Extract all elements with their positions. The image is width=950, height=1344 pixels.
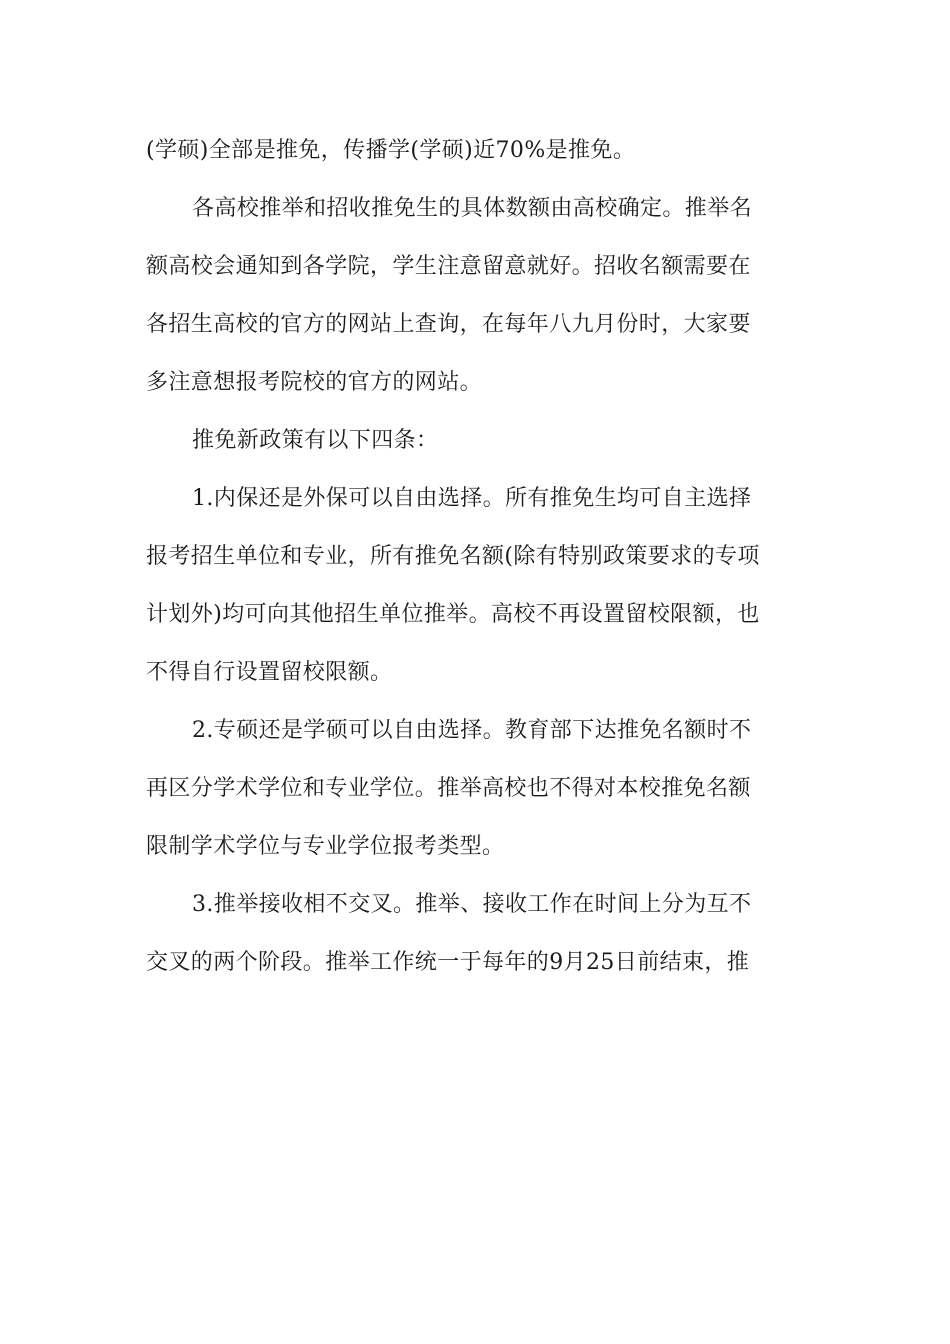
text-line: 报考招生单位和专业，所有推免名额(除有特别政策要求的专项 [146, 544, 760, 569]
text-line: 不得自行设置留校限额。 [146, 660, 393, 685]
text-line: (学硕)全部是推免，传播学(学硕)近70%是推免。 [146, 138, 636, 163]
list-item-3-first-line: 3.推举接收相不交叉。推举、接收工作在时间上分为互不 [192, 892, 752, 917]
text-line: 多注意想报考院校的官方的网站。 [146, 370, 483, 395]
text-line: 再区分学术学位和专业学位。推举高校也不得对本校推免名额 [146, 776, 751, 801]
document-body [146, 128, 810, 998]
text-line: 额高校会通知到各学院，学生注意留意就好。招收名额需要在 [146, 254, 751, 279]
paragraph-first-line: 各高校推举和招收推免生的具体数额由高校确定。推举名 [192, 196, 753, 221]
list-item-2-first-line: 2.专硕还是学硕可以自由选择。教育部下达推免名额时不 [192, 718, 752, 743]
text-line: 计划外)均可向其他招生单位推举。高校不再设置留校限额，也 [146, 602, 760, 627]
text-line: 限制学术学位与专业学位报考类型。 [146, 834, 505, 859]
paragraph-first-line: 推免新政策有以下四条： [192, 428, 439, 453]
text-line: 交叉的两个阶段。推举工作统一于每年的9月25日前结束，推 [146, 950, 750, 975]
list-item-1-first-line: 1.内保还是外保可以自由选择。所有推免生均可自主选择 [192, 486, 752, 511]
text-line: 各招生高校的官方的网站上查询，在每年八九月份时，大家要 [146, 312, 751, 337]
